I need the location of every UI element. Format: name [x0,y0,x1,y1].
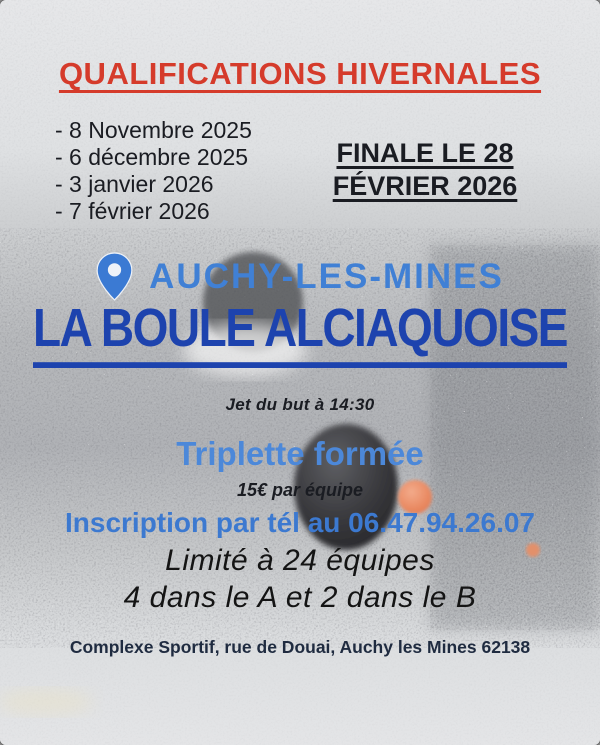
location-pin-icon [96,252,133,301]
team-limit: Limité à 24 équipes [165,544,435,577]
entry-fee: 15€ par équipe [236,480,364,500]
poster-title: QUALIFICATIONS HIVERNALES [58,56,542,91]
finale-banner [305,137,545,203]
competition-format: Triplette formée [176,435,424,472]
registration-phone: Inscription par tél au 06.47.94.26.07 [65,507,535,538]
category-split: 4 dans le A et 2 dans le B [123,581,477,614]
finale-line-2: FÉVRIER 2026 [332,171,518,201]
qualification-dates-list [55,117,252,225]
date-item: - 8 Novembre 2025 [55,117,252,143]
throw-time: Jet du but à 14:30 [225,395,375,414]
date-item: - 3 janvier 2026 [55,171,214,197]
location-row [0,252,600,301]
date-item: - 7 février 2026 [55,198,210,224]
club-name-text: LA BOULE ALCIAQUOISE [33,296,567,368]
venue-address: Complexe Sportif, rue de Douai, Auchy les Mines 62138 [69,637,531,657]
location-name: AUCHY-LES-MINES [149,256,504,296]
club-name [0,297,600,368]
date-item: - 6 décembre 2025 [55,144,249,170]
finale-line-1: FINALE LE 28 [336,138,514,168]
